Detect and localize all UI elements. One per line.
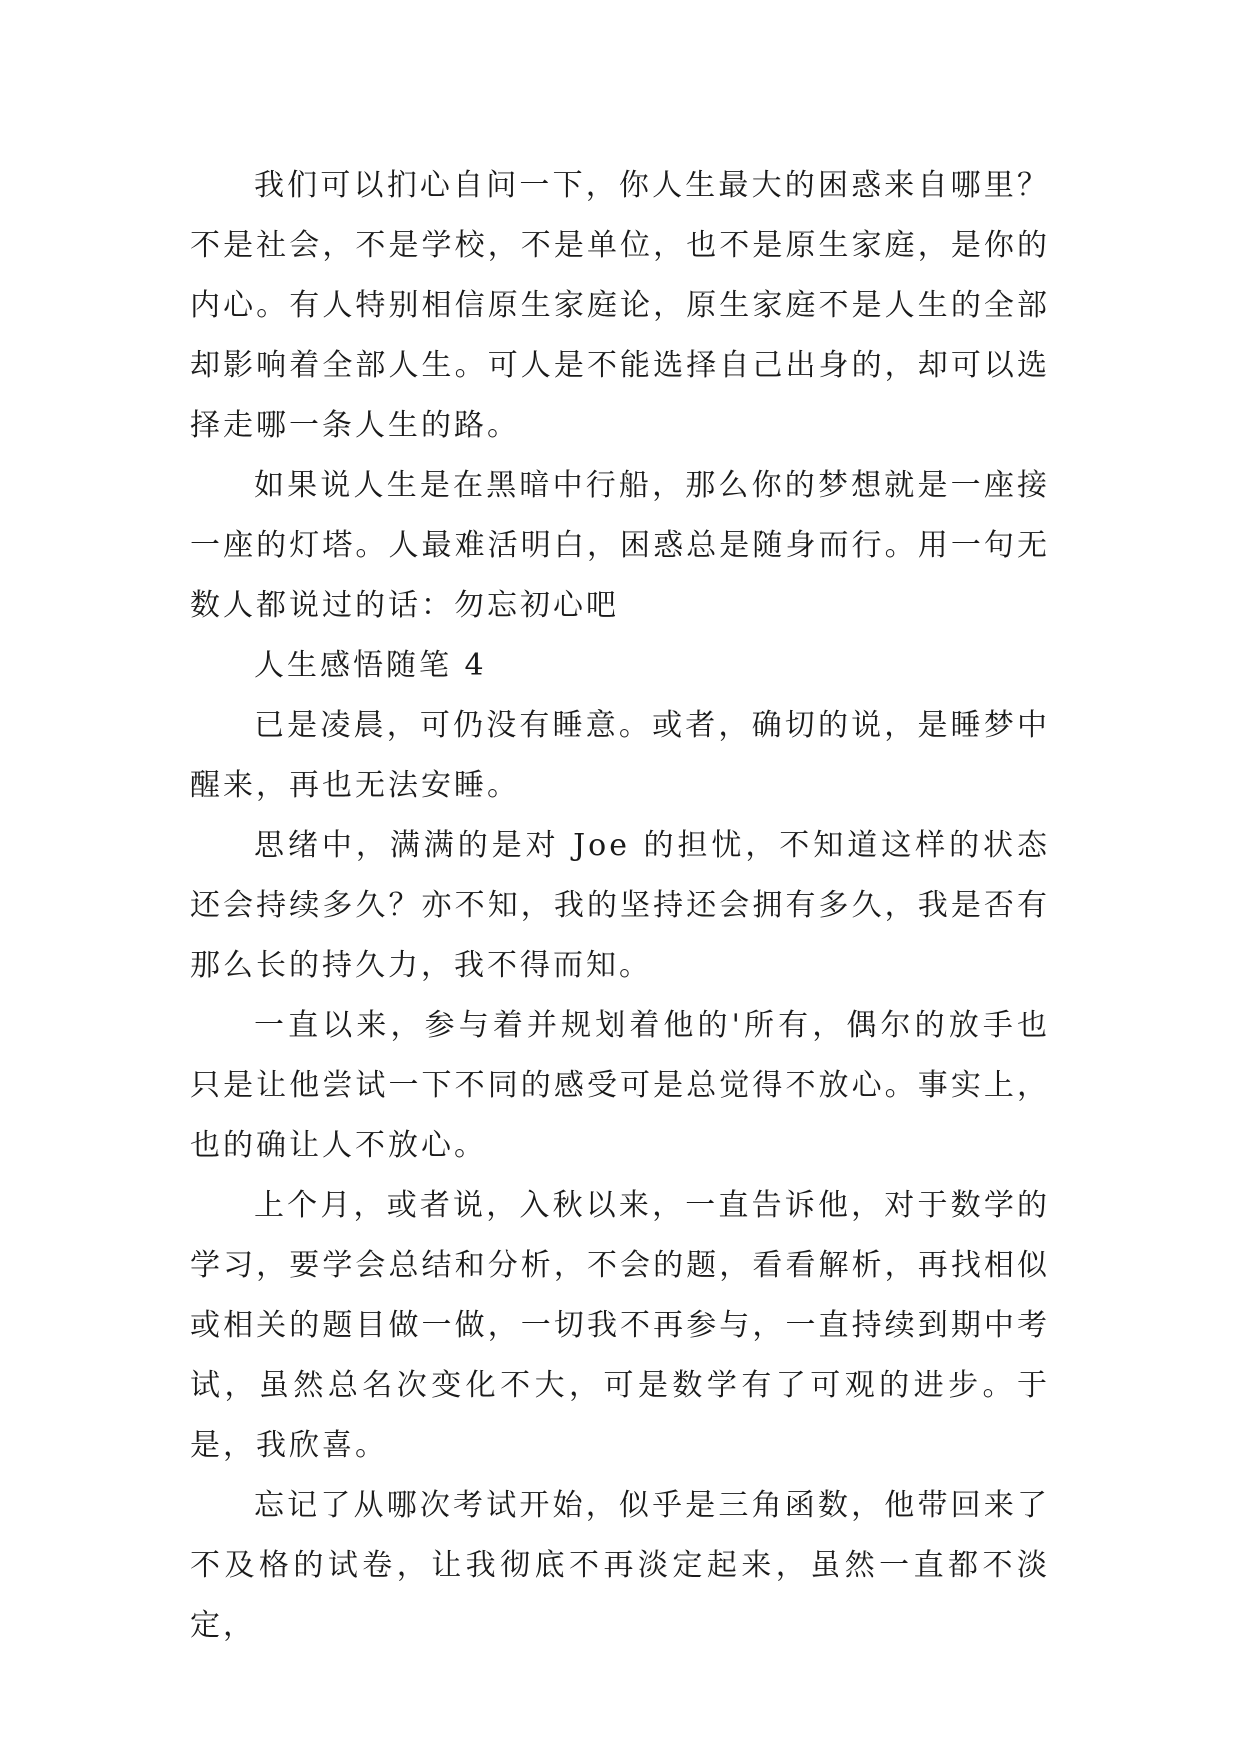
paragraph: 上个月，或者说，入秋以来，一直告诉他，对于数学的学习，要学会总结和分析，不会的题，看看解析，再找相似或相关的题目做一做，一切我不再参与，一直持续到期中考试，虽然总名次变化不大，可是数学有了可观的进步。于是，我欣喜。 [190,1188,1050,1463]
paragraph: 已是凌晨，可仍没有睡意。或者，确切的说，是睡梦中醒来，再也无法安睡。 [190,708,1050,803]
paragraph: 忘记了从哪次考试开始，似乎是三角函数，他带回来了不及格的试卷，让我彻底不再淡定起来，虽然一直都不淡定， [190,1488,1050,1643]
section-heading: 人生感悟随笔 4 [254,648,487,683]
document-body [190,156,1050,1656]
paragraph: 思绪中，满满的是对 Joe 的担忧，不知道这样的状态还会持续多久？亦不知，我的坚持还会拥有多久，我是否有那么长的持久力，我不得而知。 [190,828,1050,983]
paragraph: 一直以来，参与着并规划着他的'所有，偶尔的放手也只是让他尝试一下不同的感受可是总觉得不放心。事实上，也的确让人不放心。 [190,1008,1050,1163]
paragraph: 如果说人生是在黑暗中行船，那么你的梦想就是一座接一座的灯塔。人最难活明白，困惑总是随身而行。用一句无数人都说过的话：勿忘初心吧 [190,468,1050,623]
paragraph: 我们可以扪心自问一下，你人生最大的困惑来自哪里？不是社会，不是学校，不是单位，也不是原生家庭，是你的内心。有人特别相信原生家庭论，原生家庭不是人生的全部却影响着全部人生。可人是不能选择自己出身的，却可以选择走哪一条人生的路。 [190,168,1050,443]
